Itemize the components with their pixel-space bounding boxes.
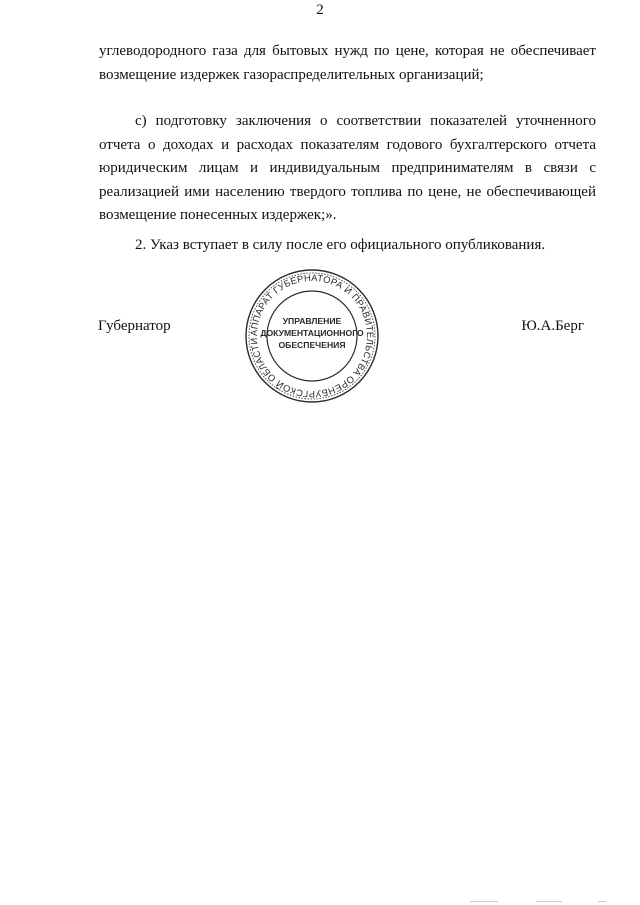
scan-artifacts: [470, 899, 620, 903]
seal-center-line-1: УПРАВЛЕНИЕ: [282, 316, 342, 326]
page-number: 2: [316, 2, 324, 18]
seal-ring-textpath: АППАРАТ ГУБЕРНАТОРА И ПРАВИТЕЛЬСТВА ОРЕНБУРГСКОЙ ОБЛАСТИ: [248, 272, 376, 400]
paragraph-item-c: с) подготовку заключения о соответствии показателей уточненного отчета о доходах и расходах показателям годового бухгалтерского отчета юридическим лицам и индивидуальным предпринимателям в связи с реализацией ими населению твердого топлива по цене, не обеспечивающей возмещение понесенных издержек;».: [99, 113, 596, 223]
signature-name: Ю.А.Берг: [521, 318, 584, 334]
official-seal: [242, 266, 382, 406]
seal-center-line-2: ДОКУМЕНТАЦИОННОГО: [260, 328, 364, 338]
signature-position: Губернатор: [98, 318, 171, 334]
paragraph-item-2: 2. Указ вступает в силу после его официального опубликования.: [135, 237, 546, 253]
paragraph-continuation: углеводородного газа для бытовых нужд по цене, которая не обеспечивает возмещение издержек газораспределительных организаций;: [99, 43, 596, 83]
seal-center-line-3: ОБЕСПЕЧЕНИЯ: [278, 340, 346, 350]
